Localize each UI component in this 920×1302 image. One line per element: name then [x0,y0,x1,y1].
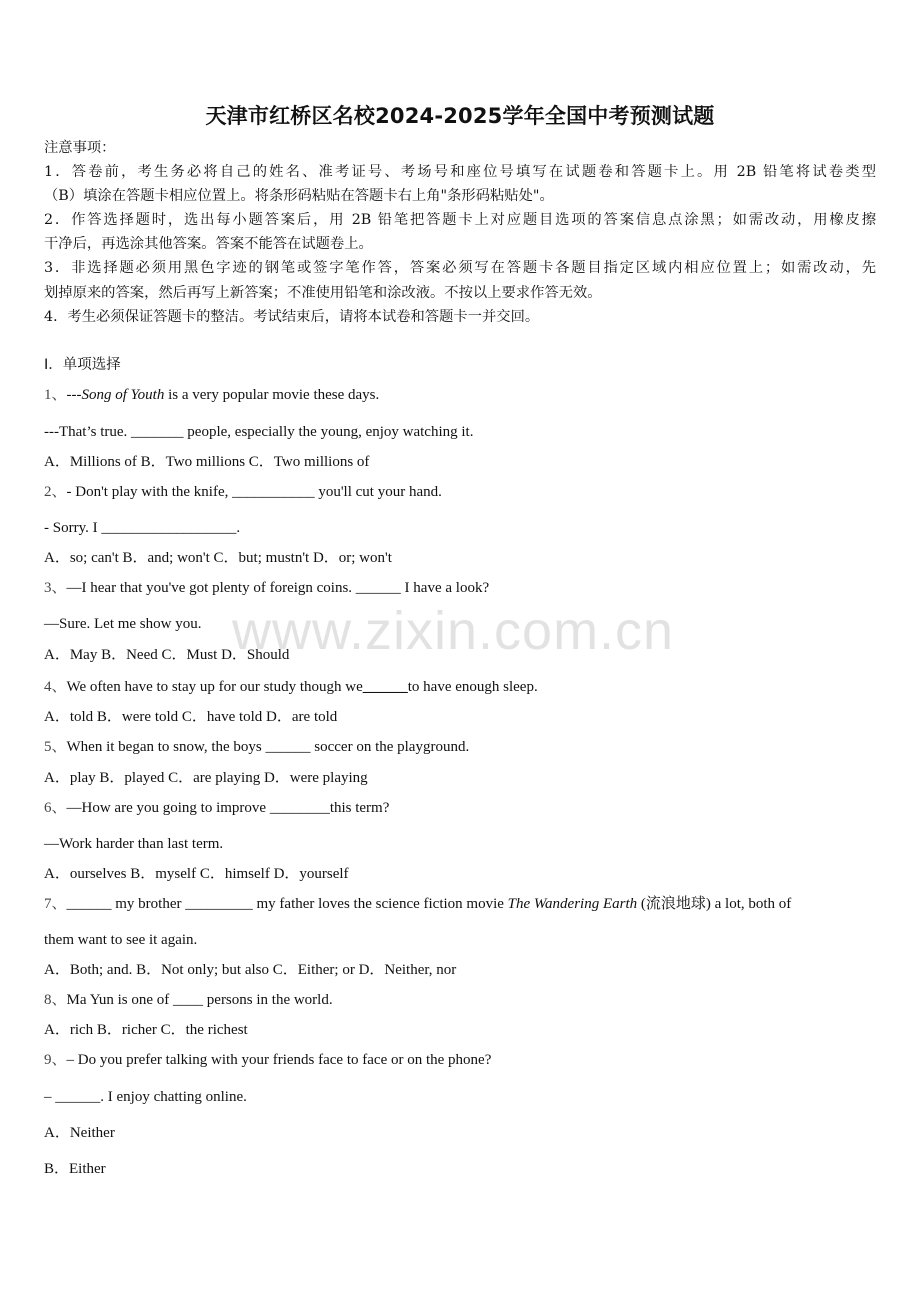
question-number: 6、 [44,800,67,816]
notice-line-3a: 3．非选择题必须用黑色字迹的钢笔或签字笔作答，答案必须写在答题卡各题目指定区域内相应位置上；如需改动，先 [44,260,876,276]
question-number: 4、 [44,679,67,695]
movie-title: The Wandering Earth [507,896,638,912]
notice-line-1b: （B）填涂在答题卡相应位置上。将条形码粘贴在答题卡右上角"条形码粘贴处"。 [44,188,554,204]
question-2-options: A．so; can't B．and; won't C．but; mustn't D．or; won't [44,550,392,566]
notice-line-2b: 干净后，再选涂其他答案。答案不能答在试题卷上。 [44,236,373,252]
q6-text: —How are you going to improve ________this term? [66,800,390,816]
question-number: 1、 [44,387,67,403]
section-heading: Ⅰ．单项选择 [44,357,121,373]
notice-line-4: 4．考生必须保证答题卡的整洁。考试结束后，请将本试卷和答题卡一并交回。 [44,309,540,325]
q9-text: – Do you prefer talking with your friends face to face or on the phone? [66,1052,492,1068]
q3-text: —I hear that you've got plenty of foreign coins. ______ I have a look? [66,580,490,596]
question-3 [44,578,489,598]
q2-text: - Don't play with the knife, ___________ you'll cut your hand. [66,484,442,500]
notice-line-3b: 划掉原来的答案，然后再写上新答案；不准使用铅笔和涂改液。不按以上要求作答无效。 [44,285,602,301]
question-7-options: A．Both; and. B．Not only; but also C．Either; or D．Neither, nor [44,962,457,978]
q5-text: When it began to snow, the boys ______ soccer on the playground. [66,739,470,755]
question-number: 3、 [44,580,67,596]
question-3-options: A．May B．Need C．Must D．Should [44,647,290,663]
question-number: 5、 [44,739,67,755]
question-9-reply: – ______. I enjoy chatting online. [44,1089,247,1105]
question-8-options: A．rich B．richer C．the richest [44,1022,248,1038]
question-4 [44,677,538,697]
q8-text: Ma Yun is one of ____ persons in the world. [66,992,333,1008]
q4-blank: ______ [362,679,408,695]
watermark: www.zixin.com.cn [232,601,675,661]
q4-text-b: to have enough sleep. [407,679,538,695]
question-9-option-b: B．Either [44,1161,106,1177]
question-number: 2、 [44,484,67,500]
question-1-reply: ---That’s true. _______ people, especially the young, enjoy watching it. [44,424,474,440]
question-4-options: A．told B．were told C．have told D．are told [44,709,338,725]
question-7 [44,894,791,914]
question-1 [44,385,379,405]
movie-title: Song of Youth [81,387,165,403]
question-5 [44,737,469,757]
question-6-reply: —Work harder than last term. [44,836,224,852]
page-title: 天津市红桥区名校2024-2025学年全国中考预测试题 [205,104,715,128]
question-7-continued: them want to see it again. [44,932,198,948]
question-number: 8、 [44,992,67,1008]
q7-text-a: ______ my brother _________ my father loves the science fiction movie [66,896,508,912]
q7-text-b: (流浪地球) a lot, both of [637,896,792,912]
question-9 [44,1050,491,1070]
question-number: 9、 [44,1052,67,1068]
q1-prefix: --- [66,387,82,403]
question-1-options: A．Millions of B．Two millions C．Two millions of [44,454,370,470]
q4-text-a: We often have to stay up for our study though we [66,679,363,695]
notice-line-1a: 1．答卷前，考生务必将自己的姓名、准考证号、考场号和座位号填写在试题卷和答题卡上。用 2B 铅笔将试卷类型 [44,164,876,180]
question-2 [44,482,442,502]
question-3-reply: —Sure. Let me show you. [44,616,202,632]
question-6-options: A．ourselves B．myself C．himself D．yourself [44,866,349,882]
notice-line-2a: 2．作答选择题时，选出每小题答案后，用 2B 铅笔把答题卡上对应题目选项的答案信息点涂黑；如需改动，用橡皮擦 [44,212,876,228]
q1-rest: is a very popular movie these days. [164,387,380,403]
question-number: 7、 [44,896,67,912]
question-6 [44,798,389,818]
question-8 [44,990,333,1010]
question-2-reply: - Sorry. I __________________. [44,520,241,536]
question-9-option-a: A．Neither [44,1125,115,1141]
notice-heading: 注意事项： [44,140,116,156]
question-5-options: A．play B．played C．are playing D．were playing [44,770,368,786]
